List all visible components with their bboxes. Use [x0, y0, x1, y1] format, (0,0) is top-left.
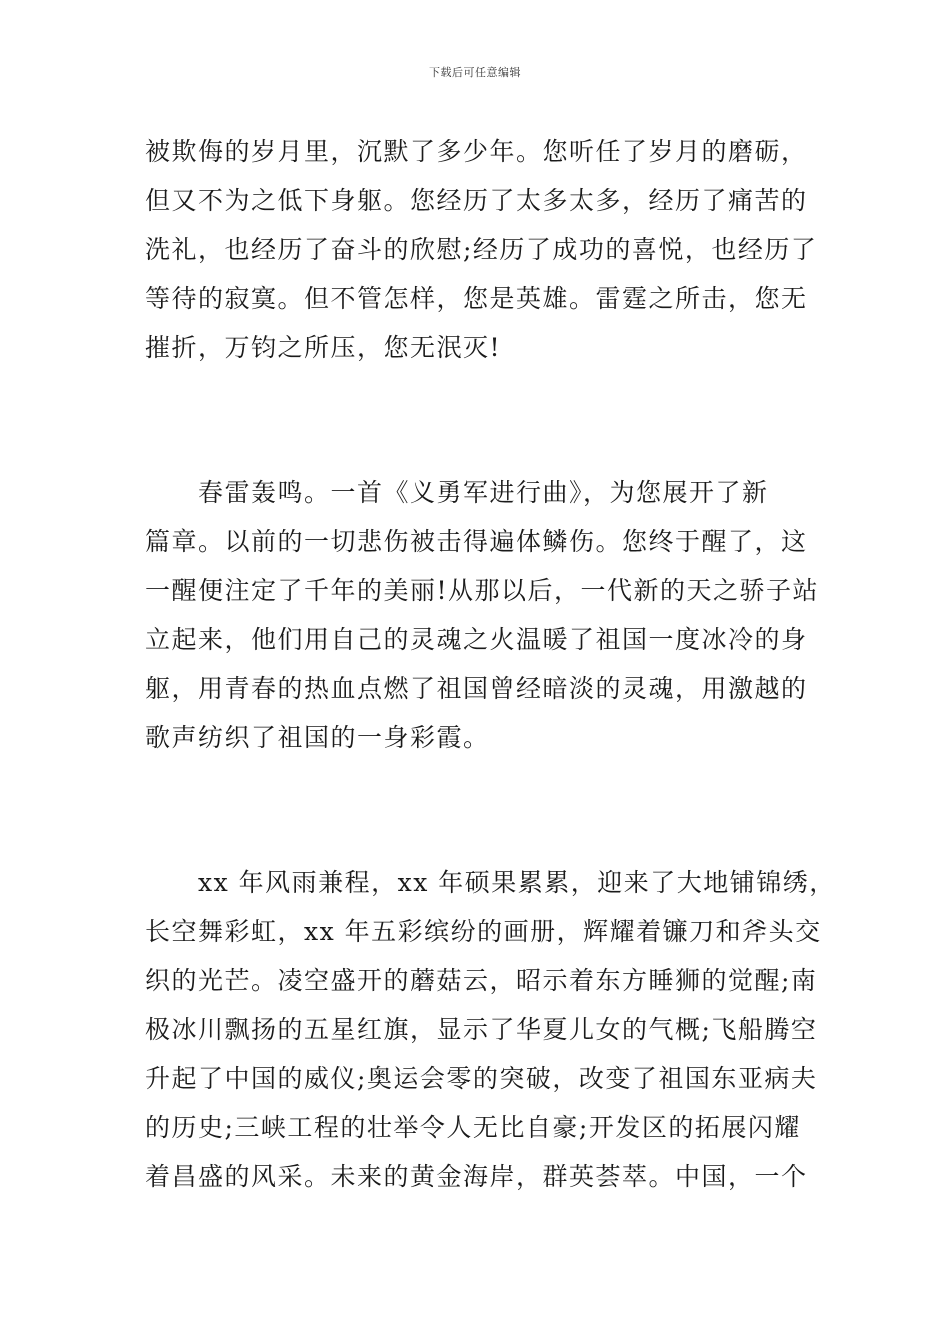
text-line: 的历史;三峡工程的壮举令人无比自豪;开发区的拓展闪耀 — [145, 1113, 801, 1142]
text-line: 篇章。以前的一切悲伤被击得遍体鳞伤。您终于醒了，这 — [145, 527, 808, 556]
page-header: 下载后可任意编辑 — [429, 66, 521, 79]
text-line: 织的光芒。凌空盛开的蘑菇云，昭示着东方睡狮的觉醒;南 — [145, 966, 818, 995]
paragraph-spacer — [145, 372, 813, 468]
text-line: 一醒便注定了千年的美丽!从那以后，一代新的天之骄子站 — [145, 576, 820, 605]
text-line: 歌声纺织了祖国的一身彩霞。 — [145, 723, 490, 752]
text-line: 立起来，他们用自己的灵魂之火温暖了祖国一度冰冷的身 — [145, 625, 808, 654]
text-line: 升起了中国的威仪;奥运会零的突破，改变了祖国东亚病夫 — [145, 1064, 818, 1093]
text-line: 洗礼，也经历了奋斗的欣慰;经历了成功的喜悦，也经历了 — [145, 235, 818, 264]
text-line: 春雷轰鸣。一首《义勇军进行曲》，为您展开了新 — [145, 478, 769, 507]
text-line: 但又不为之低下身躯。您经历了太多太多，经历了痛苦的 — [145, 186, 808, 215]
text-line: 等待的寂寞。但不管怎样，您是英雄。雷霆之所击，您无 — [145, 284, 808, 313]
text-line: 躯，用青春的热血点燃了祖国曾经暗淡的灵魂，用激越的 — [145, 674, 808, 703]
document-body — [145, 127, 836, 1201]
text-line: 长空舞彩虹，xx 年五彩缤纷的画册，辉耀着镰刀和斧头交 — [145, 917, 822, 946]
text-line: xx 年风雨兼程，xx 年硕果累累，迎来了大地铺锦绣， — [145, 868, 836, 897]
text-line: 极冰川飘扬的五星红旗，显示了华夏儿女的气概;飞船腾空 — [145, 1015, 818, 1044]
text-line: 摧折，万钧之所压，您无泯灭! — [145, 333, 502, 362]
paragraph-3 — [145, 858, 836, 1201]
paragraph-spacer — [145, 762, 813, 858]
paragraph-2 — [145, 468, 820, 762]
paragraph-1 — [145, 127, 818, 372]
text-line: 被欺侮的岁月里，沉默了多少年。您听任了岁月的磨砺， — [145, 137, 808, 166]
text-line: 着昌盛的风采。未来的黄金海岸，群英荟萃。中国，一个 — [145, 1162, 808, 1191]
